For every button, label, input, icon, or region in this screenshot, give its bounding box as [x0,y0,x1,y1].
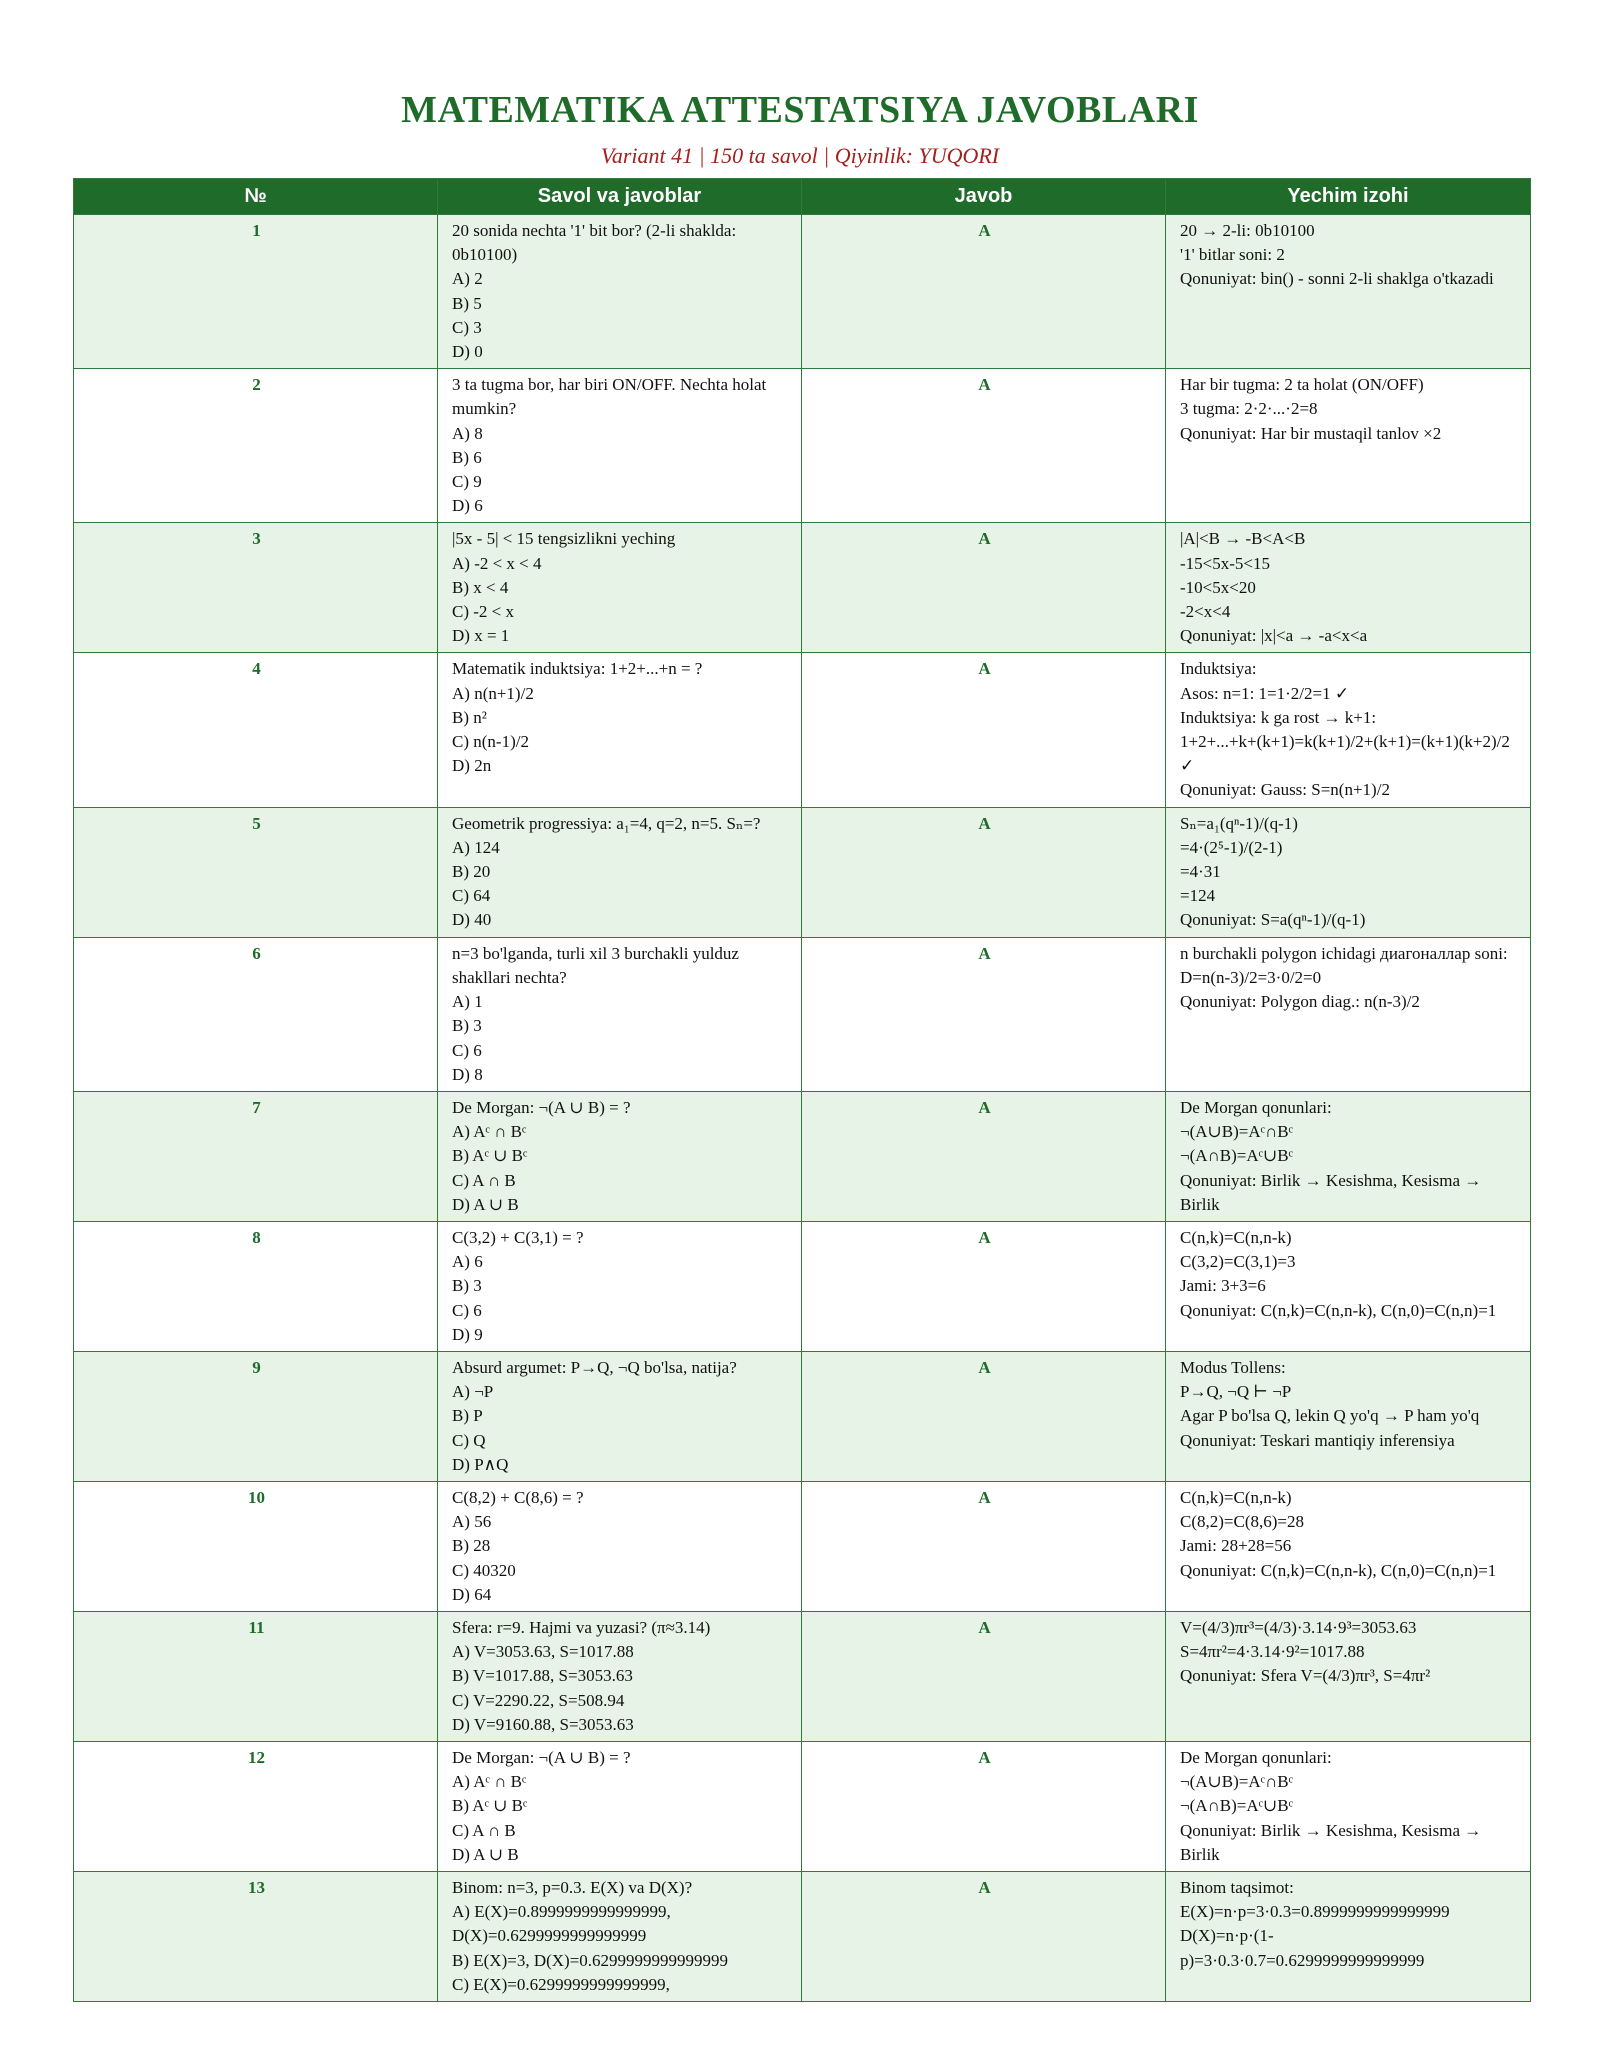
question-number: 5 [74,807,438,937]
answer-option: B) V=1017.88, S=3053.63 [452,1666,633,1686]
answer-option: D) 64 [452,1584,492,1604]
explanation-line: E(X)=n·p=3·0.3=0.8999999999999999 [1180,1902,1450,1922]
explanation-line: Qonuniyat: Birlik → Kesishma, Kesisma → Birlik [1180,1820,1482,1864]
explanation-line: |A|<B → -B<A<B [1180,529,1306,549]
explanation-line: Modus Tollens: [1180,1357,1286,1377]
explanation-cell [1166,1091,1531,1221]
explanation-cell [1166,1351,1531,1481]
explanation-line: ¬(A∪B)=Aᶜ∩Bᶜ [1180,1122,1293,1142]
answer-option: D) A ∪ B [452,1844,519,1864]
explanation-cell [1166,653,1531,807]
question-text: 3 ta tugma bor, har biri ON/OFF. Nechta holat mumkin? [452,375,767,419]
answer-option: A) n(n+1)/2 [452,683,534,703]
explanation-line: '1' bitlar soni: 2 [1180,245,1285,265]
table-row [74,1221,1531,1351]
explanation-line: P→Q, ¬Q ⊢ ¬P [1180,1382,1292,1402]
correct-answer: A [802,1091,1166,1221]
document-title: MATEMATIKA ATTESTATSIYA JAVOBLARI [401,89,1199,131]
answer-option: D) 40 [452,910,492,930]
answer-option: C) V=2290.22, S=508.94 [452,1690,625,1710]
answer-option: A) Aᶜ ∩ Bᶜ [452,1122,527,1142]
answer-option: C) 6 [452,1300,482,1320]
question-number: 8 [74,1221,438,1351]
question-number: 6 [74,937,438,1091]
answer-option: D) A ∪ B [452,1194,519,1214]
correct-answer: A [802,1351,1166,1481]
question-cell [438,1741,802,1871]
question-cell [438,523,802,653]
question-cell [438,1221,802,1351]
table-row [74,1351,1531,1481]
explanation-cell [1166,1611,1531,1741]
explanation-line: Qonuniyat: S=a(qⁿ-1)/(q-1) [1180,910,1366,930]
explanation-line: C(3,2)=C(3,1)=3 [1180,1252,1296,1272]
question-text: De Morgan: ¬(A ∪ B) = ? [452,1097,631,1117]
correct-answer: A [802,1741,1166,1871]
explanation-line: n burchakli polygon ichidagi диагоналлар soni: [1180,943,1508,963]
question-text: n=3 bo'lganda, turli xil 3 burchakli yulduz shakllari nechta? [452,943,739,987]
answer-option: D) V=9160.88, S=3053.63 [452,1714,634,1734]
question-text: Sfera: r=9. Hajmi va yuzasi? (π≈3.14) [452,1617,711,1637]
question-cell [438,369,802,523]
answer-option: B) Aᶜ ∪ Bᶜ [452,1146,528,1166]
answer-option: A) Aᶜ ∩ Bᶜ [452,1772,527,1792]
explanation-line: Qonuniyat: Har bir mustaqil tanlov ×2 [1180,423,1442,443]
explanation-line: Qonuniyat: bin() - sonni 2-li shaklga o'tkazadi [1180,269,1494,289]
table-row [74,1611,1531,1741]
table-row [74,937,1531,1091]
correct-answer: A [802,369,1166,523]
header-question: Savol va javoblar [438,179,802,215]
answer-option: D) P∧Q [452,1454,509,1474]
explanation-line: -15<5x-5<15 [1180,553,1270,573]
question-cell [438,1481,802,1611]
answer-option: C) -2 < x [452,602,514,622]
explanation-line: Qonuniyat: Gauss: S=n(n+1)/2 [1180,780,1390,800]
explanation-line: S=4πr²=4·3.14·9²=1017.88 [1180,1642,1365,1662]
explanation-cell [1166,1741,1531,1871]
answer-option: B) 28 [452,1536,491,1556]
correct-answer: A [802,523,1166,653]
answer-option: A) 8 [452,423,483,443]
header-explanation: Yechim izohi [1166,179,1531,215]
answer-option: B) 6 [452,447,482,467]
question-cell [438,1351,802,1481]
explanation-cell [1166,215,1531,369]
correct-answer: A [802,937,1166,1091]
answer-option: A) E(X)=0.8999999999999999, D(X)=0.6299999999999999 [452,1902,671,1946]
answer-option: B) x < 4 [452,577,509,597]
answer-option: B) 3 [452,1276,482,1296]
question-cell [438,215,802,369]
answer-option: D) 2n [452,756,492,776]
answer-option: D) 0 [452,342,483,362]
explanation-cell [1166,369,1531,523]
answer-option: A) ¬P [452,1382,494,1402]
question-text: Binom: n=3, p=0.3. E(X) va D(X)? [452,1878,693,1897]
question-number: 2 [74,369,438,523]
question-text: Geometrik progressiya: a₁=4, q=2, n=5. Sₙ=? [452,813,761,833]
explanation-line: 3 tugma: 2·2·...·2=8 [1180,399,1318,419]
question-number: 11 [74,1611,438,1741]
explanation-cell [1166,937,1531,1091]
explanation-line: Qonuniyat: |x|<a → -a<x<a [1180,626,1368,646]
question-number: 4 [74,653,438,807]
table-row [74,1872,1531,2002]
explanation-cell [1166,1872,1531,2002]
answer-option: A) 2 [452,269,483,289]
table-row [74,215,1531,369]
answer-option: C) 3 [452,317,482,337]
explanation-line: =4·31 [1180,862,1221,882]
answer-option: C) Q [452,1430,486,1450]
answer-option: D) 8 [452,1064,483,1084]
question-text: |5x - 5| < 15 tengsizlikni yeching [452,529,676,549]
question-text: C(3,2) + C(3,1) = ? [452,1227,584,1247]
answer-option: B) n² [452,707,487,727]
explanation-line: ¬(A∩B)=Aᶜ∪Bᶜ [1180,1796,1293,1816]
explanation-line: 20 → 2-li: 0b10100 [1180,221,1315,240]
explanation-line: Jami: 3+3=6 [1180,1276,1266,1296]
question-number: 3 [74,523,438,653]
answer-option: D) 6 [452,496,483,516]
table-row [74,653,1531,807]
header-number: № [74,179,438,215]
correct-answer: A [802,1611,1166,1741]
explanation-line: Induktsiya: [1180,659,1257,679]
table-body [74,215,1531,2002]
explanation-line: Sₙ=a₁(qⁿ-1)/(q-1) [1180,813,1298,833]
correct-answer: A [802,215,1166,369]
question-cell [438,937,802,1091]
question-text: C(8,2) + C(8,6) = ? [452,1487,584,1507]
explanation-line: Qonuniyat: C(n,k)=C(n,n-k), C(n,0)=C(n,n)=1 [1180,1300,1497,1320]
correct-answer: A [802,1481,1166,1611]
explanation-line: =4·(2⁵-1)/(2-1) [1180,837,1283,857]
explanation-line: C(8,2)=C(8,6)=28 [1180,1512,1304,1532]
explanation-line: Jami: 28+28=56 [1180,1536,1292,1556]
table-row [74,1091,1531,1221]
correct-answer: A [802,653,1166,807]
document-subtitle: Variant 41 | 150 ta savol | Qiyinlik: YUQORI [600,143,1000,168]
question-number: 1 [74,215,438,369]
question-number: 13 [74,1872,438,2002]
answer-option: B) 5 [452,293,482,313]
answer-option: C) 6 [452,1040,482,1060]
answer-option: C) A ∩ B [452,1170,516,1190]
question-cell [438,653,802,807]
answer-option: A) V=3053.63, S=1017.88 [452,1642,634,1662]
explanation-line: Qonuniyat: Teskari mantiqiy inferensiya [1180,1430,1455,1450]
answer-option: A) 56 [452,1512,492,1532]
explanation-line: Induktsiya: k ga rost → k+1: [1180,707,1377,727]
answer-option: B) E(X)=3, D(X)=0.6299999999999999 [452,1950,729,1970]
answer-option: B) P [452,1406,483,1426]
explanation-line: V=(4/3)πr³=(4/3)·3.14·9³=3053.63 [1180,1617,1417,1637]
explanation-line: -10<5x<20 [1180,577,1256,597]
explanation-line: Binom taqsimot: [1180,1878,1294,1897]
table-row [74,369,1531,523]
answers-table [73,178,1531,2002]
explanation-cell [1166,807,1531,937]
question-cell [438,1872,802,2002]
explanation-line: Qonuniyat: C(n,k)=C(n,n-k), C(n,0)=C(n,n)=1 [1180,1560,1497,1580]
question-number: 7 [74,1091,438,1221]
explanation-line: Qonuniyat: Polygon diag.: n(n-3)/2 [1180,992,1420,1012]
explanation-line: C(n,k)=C(n,n-k) [1180,1227,1292,1247]
explanation-cell [1166,523,1531,653]
explanation-line: 1+2+...+k+(k+1)=k(k+1)/2+(k+1)=(k+1)(k+2)/2 ✓ [1180,732,1510,776]
question-text: Matematik induktsiya: 1+2+...+n = ? [452,659,703,679]
question-text: Absurd argumet: P→Q, ¬Q bo'lsa, natija? [452,1357,737,1377]
answer-option: A) 6 [452,1252,483,1272]
answer-option: B) 3 [452,1016,482,1036]
table-row [74,1741,1531,1871]
explanation-line: Asos: n=1: 1=1·2/2=1 ✓ [1180,683,1350,703]
question-number: 9 [74,1351,438,1481]
question-cell [438,1091,802,1221]
explanation-cell [1166,1481,1531,1611]
question-cell [438,1611,802,1741]
answer-option: D) 9 [452,1324,483,1344]
explanation-line: =124 [1180,886,1216,906]
answer-option: C) E(X)=0.6299999999999999, [452,1974,670,1994]
explanation-line: D(X)=n·p·(1-p)=3·0.3·0.7=0.6299999999999999 [1180,1926,1425,1970]
answer-option: A) 124 [452,837,500,857]
explanation-line: ¬(A∪B)=Aᶜ∩Bᶜ [1180,1772,1293,1792]
explanation-line: Qonuniyat: Birlik → Kesishma, Kesisma → Birlik [1180,1170,1482,1214]
answer-option: D) x = 1 [452,626,510,646]
explanation-line: Agar P bo'lsa Q, lekin Q yo'q → P ham yo'q [1180,1406,1480,1426]
answer-option: B) Aᶜ ∪ Bᶜ [452,1796,528,1816]
table-row [74,1481,1531,1611]
correct-answer: A [802,1221,1166,1351]
header-answer: Javob [802,179,1166,215]
question-text: 20 sonida nechta '1' bit bor? (2-li shaklda: 0b10100) [452,221,737,265]
explanation-line: D=n(n-3)/2=3·0/2=0 [1180,967,1322,987]
explanation-line: -2<x<4 [1180,602,1231,622]
answer-option: C) 64 [452,886,491,906]
explanation-cell [1166,1221,1531,1351]
question-number: 10 [74,1481,438,1611]
explanation-line: Qonuniyat: Sfera V=(4/3)πr³, S=4πr² [1180,1666,1431,1686]
answer-option: A) -2 < x < 4 [452,553,542,573]
explanation-line: ¬(A∩B)=Aᶜ∪Bᶜ [1180,1146,1293,1166]
explanation-line: De Morgan qonunlari: [1180,1747,1332,1767]
table-row [74,523,1531,653]
answer-option: C) A ∩ B [452,1820,516,1840]
question-text: De Morgan: ¬(A ∪ B) = ? [452,1747,631,1767]
answer-option: C) 40320 [452,1560,516,1580]
explanation-line: C(n,k)=C(n,n-k) [1180,1487,1292,1507]
explanation-line: De Morgan qonunlari: [1180,1097,1332,1117]
answer-option: B) 20 [452,862,491,882]
answer-option: C) 9 [452,472,482,492]
question-number: 12 [74,1741,438,1871]
answer-option: C) n(n-1)/2 [452,732,529,752]
table-row [74,807,1531,937]
table-header-row [74,179,1531,215]
correct-answer: A [802,1872,1166,2002]
question-cell [438,807,802,937]
answer-option: A) 1 [452,992,483,1012]
explanation-line: Har bir tugma: 2 ta holat (ON/OFF) [1180,375,1424,395]
correct-answer: A [802,807,1166,937]
